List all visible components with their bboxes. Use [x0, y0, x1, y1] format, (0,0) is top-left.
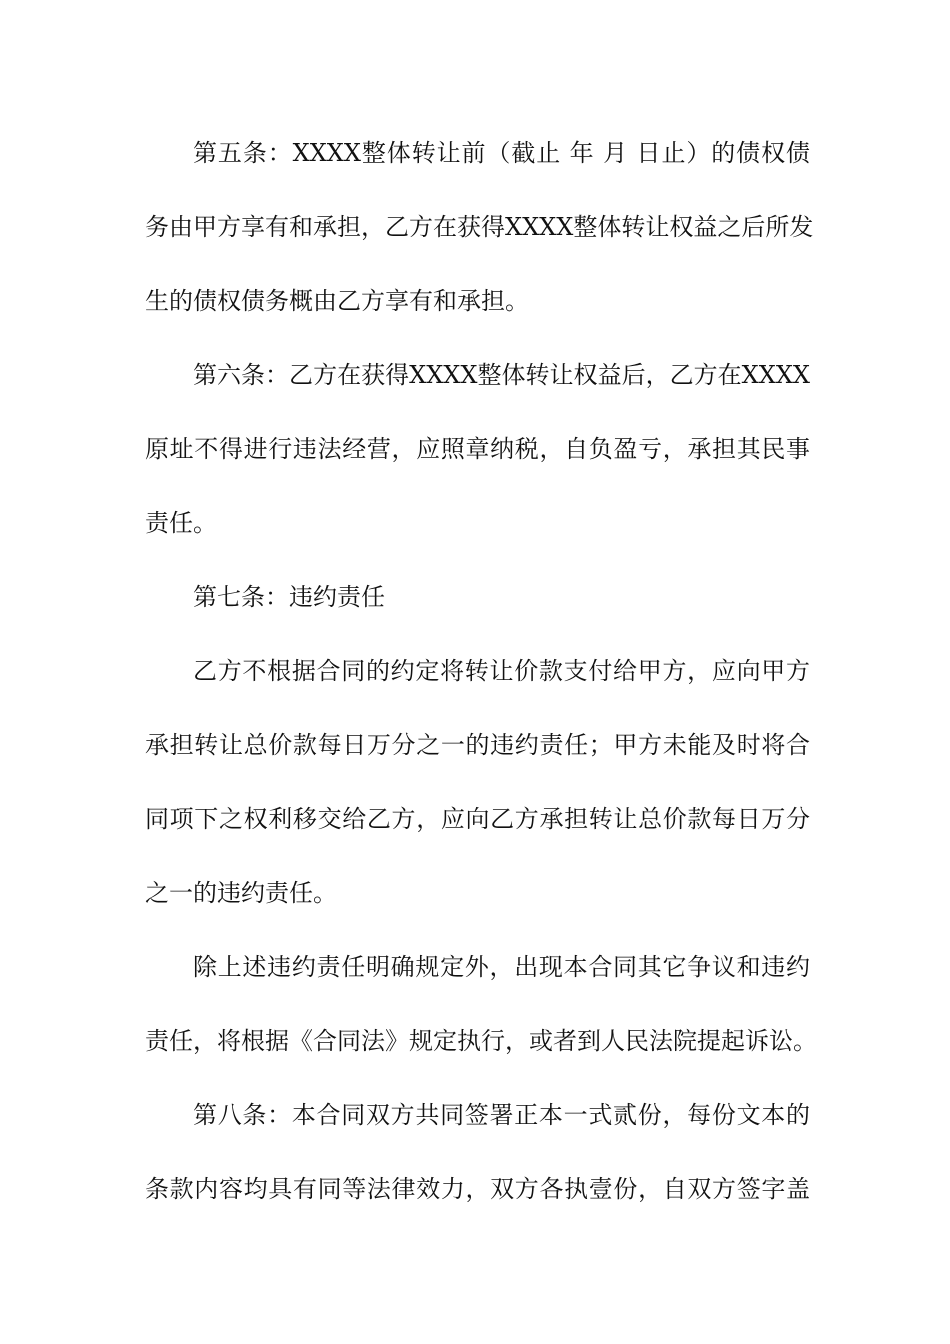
- breach-paragraph-line-2: 承担转让总价款每日万分之一的违约责任；甲方未能及时将合: [145, 731, 810, 759]
- article-6-line-2: 原址不得进行违法经营，应照章纳税，自负盈亏，承担其民事: [145, 435, 810, 463]
- breach-paragraph-line-1: 乙方不根据合同的约定将转让价款支付给甲方，应向甲方: [193, 657, 810, 685]
- article-5-line-1: 第五条：XXXX整体转让前（截止 年 月 日止）的债权债: [193, 139, 810, 167]
- article-6-line-1: 第六条：乙方在获得XXXX整体转让权益后，乙方在XXXX: [193, 361, 810, 389]
- article-5-line-2: 务由甲方享有和承担，乙方在获得XXXX整体转让权益之后所发: [145, 213, 814, 241]
- breach-paragraph-line-3: 同项下之权利移交给乙方，应向乙方承担转让总价款每日万分: [145, 805, 810, 833]
- article-5-line-3: 生的债权债务概由乙方享有和承担。: [145, 287, 529, 315]
- breach-paragraph-line-4: 之一的违约责任。: [145, 879, 337, 907]
- dispute-paragraph-line-1: 除上述违约责任明确规定外，出现本合同其它争议和违约: [193, 953, 810, 981]
- article-7-heading: 第七条：违约责任: [193, 583, 385, 611]
- article-8-line-2: 条款内容均具有同等法律效力，双方各执壹份，自双方签字盖: [145, 1175, 810, 1203]
- article-8-line-1: 第八条：本合同双方共同签署正本一式贰份，每份文本的: [193, 1101, 810, 1129]
- article-6-line-3: 责任。: [145, 509, 217, 537]
- dispute-paragraph-line-2: 责任，将根据《合同法》规定执行，或者到人民法院提起诉讼。: [145, 1027, 817, 1055]
